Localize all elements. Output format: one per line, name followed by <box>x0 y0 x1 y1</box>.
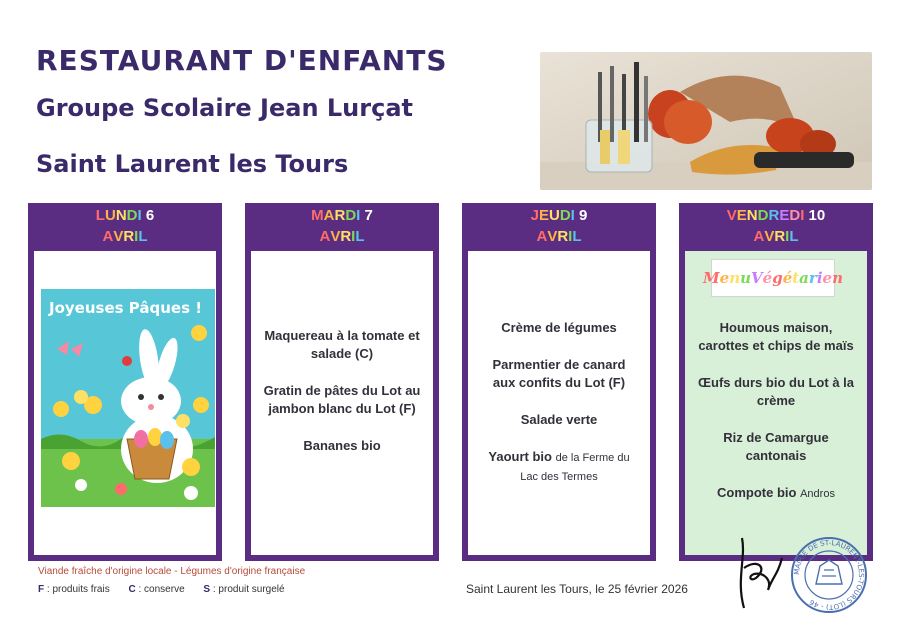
origin-note: Viande fraîche d'origine locale - Légumes d'origine française <box>38 566 306 577</box>
legend-key: S <box>203 584 211 595</box>
menu-panel <box>685 251 867 555</box>
day-number: 10 <box>808 207 826 224</box>
day-column-thursday <box>462 203 656 561</box>
menu-item-main: Gratin de pâtes du Lot au jambon blanc du Lot (F) <box>263 383 421 416</box>
legend-label: : conserve <box>138 584 185 595</box>
dessert-source: de la Ferme du Lac des Termes <box>520 452 630 483</box>
place-and-date: Saint Laurent les Tours, le 25 février 2026 <box>466 582 688 596</box>
day-number: 9 <box>579 207 588 224</box>
menu-item-soup: Crème de légumes <box>501 320 617 335</box>
menu-item-dessert: Bananes bio <box>303 438 381 453</box>
menu-item-main: Œufs durs bio du Lot à la crème <box>698 375 854 408</box>
day-column-monday <box>28 203 222 561</box>
easter-card <box>41 289 215 507</box>
menu-item-dessert <box>482 448 636 486</box>
dessert-brand: Andros <box>800 488 835 500</box>
stamp-text: MAIRIE DE ST-LAURENT-LES-TOURS (LOT) - 46 <box>792 538 866 612</box>
day-name: LUNDI <box>95 207 142 224</box>
menu-item-starter: Maquereau à la tomate et salade (C) <box>264 328 420 361</box>
school-name: Groupe Scolaire Jean Lurçat <box>36 94 413 122</box>
day-number: 6 <box>145 207 155 224</box>
month-name: AVRIL <box>319 228 365 245</box>
day-column-tuesday <box>245 203 439 561</box>
day-name: MARDI <box>311 207 361 224</box>
day-header <box>462 203 656 251</box>
menu-item-side: Riz de Camargue cantonais <box>723 430 829 463</box>
menu-item-salad: Salade verte <box>520 412 598 427</box>
month-name: AVRIL <box>102 228 148 245</box>
legend-key: F <box>38 584 45 595</box>
dessert-label: Yaourt bio <box>488 449 552 464</box>
town-hall-stamp <box>790 536 868 614</box>
dessert-label: Compote bio <box>717 485 797 500</box>
month-name: AVRIL <box>536 228 582 245</box>
day-number: 7 <box>364 207 373 224</box>
page-title: RESTAURANT D'ENFANTS <box>36 44 448 77</box>
easter-card-text: Joyeuses Pâques ! <box>49 299 203 317</box>
vegetarian-badge: M e n u V é g é t a r i e n <box>711 259 835 297</box>
legend <box>38 584 285 595</box>
day-name: JEUDI <box>530 207 575 224</box>
menu-panel <box>468 251 650 555</box>
legend-label: : produit surgelé <box>212 584 285 595</box>
day-header <box>28 203 222 251</box>
menu-panel <box>34 251 216 555</box>
day-column-friday <box>679 203 873 561</box>
legend-label: : produits frais <box>46 584 110 595</box>
menu-item-dessert <box>697 484 855 503</box>
town-name: Saint Laurent les Tours <box>36 150 349 178</box>
day-header <box>245 203 439 251</box>
legend-key: C <box>128 584 136 595</box>
signature <box>728 528 788 618</box>
day-name: VENDREDI <box>726 207 805 224</box>
menu-item-main: Parmentier de canard aux confits du Lot (F) <box>492 357 626 390</box>
day-header <box>679 203 873 251</box>
svg-text:MAIRIE DE ST-LAURENT-LES-TOURS <box>793 539 865 611</box>
cutlery-vegetables-photo <box>540 52 872 190</box>
menu-panel <box>251 251 433 555</box>
month-name: AVRIL <box>753 228 799 245</box>
menu-item-starter: Houmous maison, carottes et chips de maïs <box>698 320 854 353</box>
